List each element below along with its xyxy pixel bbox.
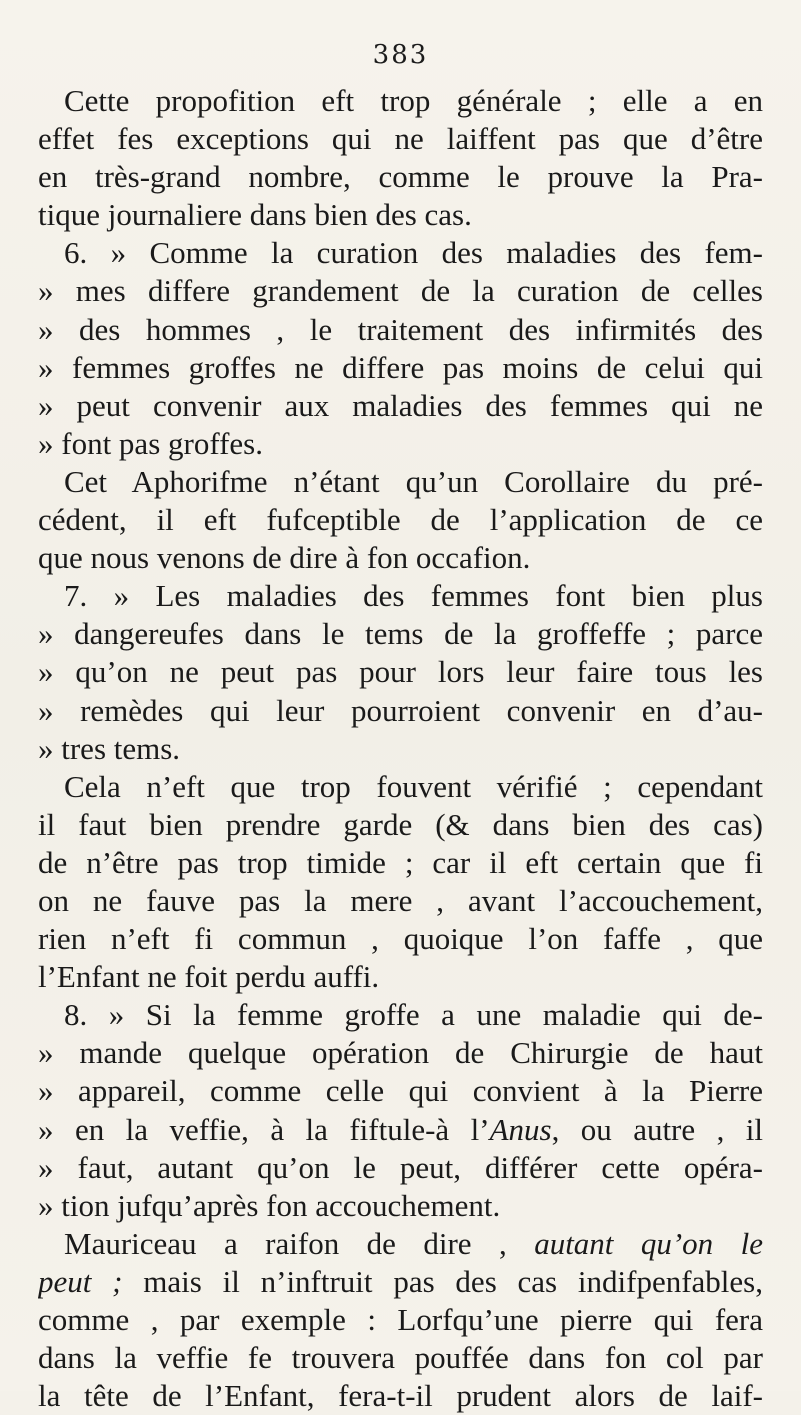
text-line (38, 1225, 763, 1263)
text-line-run: la tête de l’Enfant, fera-t-il prudent alors de laif- (38, 1378, 763, 1414)
text-line-run: » font pas groffes. (38, 425, 263, 461)
text-line (38, 349, 763, 387)
text-line (38, 1034, 763, 1072)
text-line-run: rien n’eft fi commun , quoique l’on faffe , que (38, 921, 763, 957)
text-line (38, 425, 763, 463)
text-line (38, 158, 763, 196)
text-line-run: effet fes exceptions qui ne laiffent pas que d’être (38, 121, 763, 157)
text-line (38, 1111, 763, 1149)
text-line (38, 615, 763, 653)
text-line (38, 272, 763, 310)
text-line (38, 1187, 763, 1225)
text-line (38, 539, 763, 577)
text-line-run: Cela n’eft que trop fouvent vérifié ; cependant (64, 768, 763, 804)
text-line (38, 196, 763, 234)
text-line-run: mais il n’inftruit pas des cas indifpenfables, (122, 1263, 763, 1299)
text-line-run: , ou autre , il (551, 1111, 763, 1147)
text-line (38, 1339, 763, 1377)
text-line-run: en très-grand nombre, comme le prouve la Pra- (38, 159, 763, 195)
text-line (38, 730, 763, 768)
text-line-run: » qu’on ne peut pas pour lors leur faire tous les (38, 654, 763, 690)
page-number: 383 (372, 40, 429, 70)
text-line-run: de n’être pas trop timide ; car il eft certain que fi (38, 844, 763, 880)
text-line-run: » dangereufes dans le tems de la groffeffe ; parce (38, 616, 763, 652)
text-line (38, 1072, 763, 1110)
text-line-run: » mes differe grandement de la curation de celles (38, 273, 763, 309)
text-line (38, 501, 763, 539)
text-line-run: l’Enfant ne foit perdu auffi. (38, 959, 380, 995)
text-line (38, 463, 763, 501)
text-line-run: tique journaliere dans bien des cas. (38, 197, 472, 233)
text-line-run: cédent, il eft fufceptible de l’application de ce (38, 502, 763, 538)
text-line-run: » mande quelque opération de Chirurgie de haut (38, 1035, 763, 1071)
text-line-run: 7. » Les maladies des femmes font bien plus (64, 578, 763, 614)
text-line (38, 311, 763, 349)
text-line (38, 958, 763, 996)
text-line (38, 920, 763, 958)
text-line (38, 120, 763, 158)
text-line (38, 82, 763, 120)
text-line-run: Cet Aphorifme n’étant qu’un Corollaire du pré- (64, 463, 763, 499)
text-line-run: » des hommes , le traitement des infirmités des (38, 311, 763, 347)
text-line (38, 806, 763, 844)
text-line-run: 6. » Comme la curation des maladies des fem- (64, 235, 763, 271)
text-line (38, 844, 763, 882)
text-line-run: que nous venons de dire à fon occafion. (38, 540, 531, 576)
text-line-run: » en la veffie, à la fiftule-à l’ (38, 1111, 490, 1147)
text-line (38, 387, 763, 425)
text-line-run: il faut bien prendre garde (& dans bien des cas) (38, 806, 763, 842)
text-line-run: » femmes groffes ne differe pas moins de celui qui (38, 349, 763, 385)
italic-text-run: Anus (489, 1111, 552, 1147)
text-line (38, 234, 763, 272)
text-line (38, 653, 763, 691)
text-line-run: » tion jufqu’après fon accouchement. (38, 1187, 501, 1223)
text-line (38, 1377, 763, 1415)
text-line-run: 8. » Si la femme groffe a une maladie qui de- (64, 997, 763, 1033)
text-line-run: » faut, autant qu’on le peut, différer cette opéra- (38, 1149, 763, 1185)
text-line (38, 577, 763, 615)
text-line (38, 1301, 763, 1339)
text-line-run: » peut convenir aux maladies des femmes qui ne (38, 387, 763, 423)
text-line (38, 768, 763, 806)
italic-text-run: peut ; (38, 1263, 123, 1299)
text-line-run: Cette propofition eft trop générale ; elle a en (64, 83, 763, 118)
text-line (38, 1149, 763, 1187)
italic-text-run: autant qu’on le (534, 1225, 763, 1261)
text-line (38, 996, 763, 1034)
text-line (38, 882, 763, 920)
text-line-run: comme , par exemple : Lorfqu’une pierre qui fera (38, 1302, 763, 1337)
text-line-run: » appareil, comme celle qui convient à la Pierre (38, 1073, 763, 1109)
text-line-run: on ne fauve pas la mere , avant l’accouchement, (38, 882, 763, 918)
text-line-run: » tres tems. (38, 730, 181, 766)
text-line-run: dans la veffie fe trouvera pouffée dans fon col par (38, 1340, 763, 1376)
text-line (38, 1263, 763, 1301)
text-line-run: » remèdes qui leur pourroient convenir en d’au- (38, 692, 763, 728)
body-text (38, 82, 763, 1415)
text-line (38, 692, 763, 730)
text-line-run: Mauriceau a raifon de dire , (64, 1225, 535, 1261)
